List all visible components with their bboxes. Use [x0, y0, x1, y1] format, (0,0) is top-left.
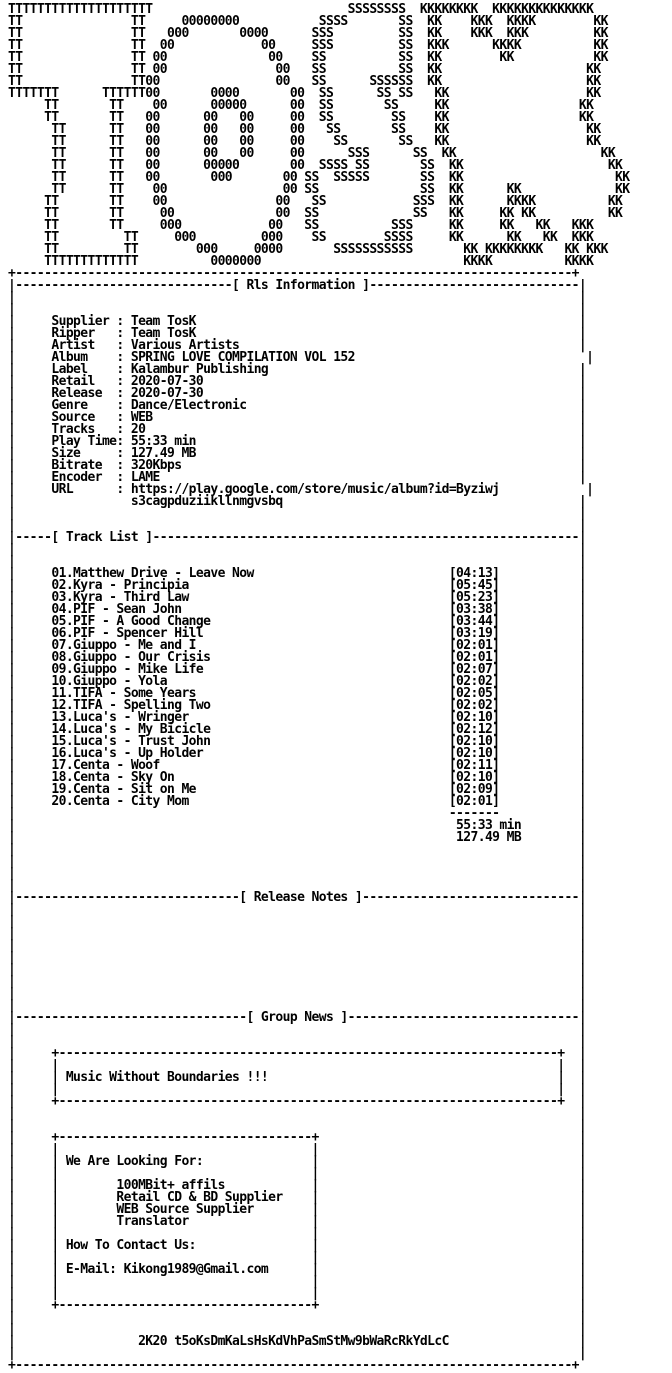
- nfo-line: | |: [8, 1106, 587, 1121]
- nfo-line: | | | |: [8, 1286, 587, 1301]
- nfo-line: TT TT 00 000 00 SS SSSSS SS KK KK: [8, 170, 630, 185]
- nfo-line: | Album : SPRING LOVE COMPILATION VOL 152 |: [8, 350, 594, 365]
- nfo-line: TT TT 00 00 SS SSS KK KKKK KK: [8, 194, 623, 209]
- nfo-line: | Play Time: 55:33 min |: [8, 434, 587, 449]
- nfo-line: | 18.Centa - Sky On [02:10] |: [8, 770, 587, 785]
- nfo-line: | |: [8, 926, 587, 941]
- nfo-line: | Label : Kalambur Publishing |: [8, 362, 587, 377]
- nfo-line: TT TT 00 00 SS SS KK KK KK: [8, 182, 630, 197]
- nfo-line: TT TT 00 00 SS SS KK KK: [8, 62, 601, 77]
- nfo-line: | 09.Giuppo - Mike Life [02:07] |: [8, 662, 587, 677]
- nfo-line: | 15.Luca's - Trust John [02:10] |: [8, 734, 587, 749]
- nfo-line: | | | |: [8, 1274, 587, 1289]
- nfo-line: | |: [8, 998, 587, 1013]
- nfo-line: | |: [8, 290, 587, 305]
- nfo-line: | | WEB Source Supplier | |: [8, 1202, 587, 1217]
- nfo-line: | | | |: [8, 1058, 587, 1073]
- nfo-line: TT TT 000 00 SS SSS KK KK KK KKK: [8, 218, 594, 233]
- nfo-line: | | Translator | |: [8, 1214, 587, 1229]
- nfo-line: +-----------------------------------------------------------------------------+: [8, 1358, 579, 1373]
- nfo-line: | 11.TIFA - Some Years [02:05] |: [8, 686, 587, 701]
- nfo-line: | 14.Luca's - My Bicicle [02:12] |: [8, 722, 587, 737]
- nfo-line: | Encoder : LAME |: [8, 470, 587, 485]
- nfo-line: | |: [8, 302, 587, 317]
- nfo-line: TT TT 000 0000 SSS SS KK KKK KKK KK: [8, 26, 608, 41]
- nfo-line: | +-----------------------------------+ |: [8, 1298, 587, 1313]
- nfo-line: | | We Are Looking For: | |: [8, 1154, 587, 1169]
- nfo-line: | 01.Matthew Drive - Leave Now [04:13] |: [8, 566, 587, 581]
- nfo-line: |-------------------------------[ Release Notes ]------------------------------|: [8, 890, 587, 905]
- nfo-line: | Tracks : 20 |: [8, 422, 587, 437]
- nfo-line: | 05.PIF - A Good Change [03:44] |: [8, 614, 587, 629]
- nfo-line: | |: [8, 974, 587, 989]
- nfo-line: | 10.Giuppo - Yola [02:02] |: [8, 674, 587, 689]
- nfo-line: | +---------------------------------------------------------------------+ |: [8, 1094, 587, 1109]
- nfo-line: |--------------------------------[ Group News ]--------------------------------|: [8, 1010, 587, 1025]
- nfo-line: TT TT 00 00 00 00 SS SS KK KK: [8, 122, 601, 137]
- nfo-line: | | 100MBit+ affils | |: [8, 1178, 587, 1193]
- nfo-line: | Release : 2020-07-30 |: [8, 386, 587, 401]
- nfo-line: | 06.PIF - Spencer Hill [03:19] |: [8, 626, 587, 641]
- nfo-line: | 16.Luca's - Up Holder [02:10] |: [8, 746, 587, 761]
- nfo-line: | |: [8, 1310, 587, 1325]
- nfo-line: | | | |: [8, 1166, 587, 1181]
- nfo-line: | ------- |: [8, 806, 587, 821]
- nfo-line: TT TT 00 00 SS SS KK KK KK: [8, 50, 608, 65]
- nfo-line: | |: [8, 842, 587, 857]
- nfo-line: | Retail : 2020-07-30 |: [8, 374, 587, 389]
- nfo-line: | 127.49 MB |: [8, 830, 587, 845]
- nfo-line: | | | |: [8, 1082, 587, 1097]
- nfo-line: TT TT 00 00 SS SS KK KK KK KK: [8, 206, 623, 221]
- nfo-line: | Ripper : Team TosK |: [8, 326, 587, 341]
- nfo-line: | +---------------------------------------------------------------------+ |: [8, 1046, 587, 1061]
- nfo-line: | s3cagpduziikllnmgvsbq |: [8, 494, 587, 509]
- nfo-line: | |: [8, 878, 587, 893]
- nfo-line: | |: [8, 950, 587, 965]
- nfo-line: | 2K20 t5oKsDmKaLsHsKdVhPaSmStMw9bWaRcRkYdLcC |: [8, 1334, 587, 1349]
- nfo-line: TT TT 00 00 00 00 SS SS KK KK: [8, 110, 594, 125]
- nfo-line: | |: [8, 962, 587, 977]
- nfo-line: | | | |: [8, 1142, 587, 1157]
- nfo-line: | |: [8, 1322, 587, 1337]
- nfo-line: | |: [8, 518, 587, 533]
- nfo-line: | | How To Contact Us: | |: [8, 1238, 587, 1253]
- nfo-line: | 55:33 min |: [8, 818, 587, 833]
- nfo-line: | 03.Kyra - Third Law [05:23] |: [8, 590, 587, 605]
- nfo-line: +-----------------------------------------------------------------------------+: [8, 266, 579, 281]
- nfo-line: TT TT 00 00000 00 SSSS SS SS KK KK: [8, 158, 623, 173]
- nfo-line: | 07.Giuppo - Me and I [02:01] |: [8, 638, 587, 653]
- nfo-line: | |: [8, 554, 587, 569]
- nfo-line: | 20.Centa - City Mom [02:01] |: [8, 794, 587, 809]
- nfo-line: | | Retail CD & BD Supplier | |: [8, 1190, 587, 1205]
- nfo-line: | +-----------------------------------+ |: [8, 1130, 587, 1145]
- nfo-line: | |: [8, 1346, 587, 1361]
- nfo-line: | Genre : Dance/Electronic |: [8, 398, 587, 413]
- nfo-line: | Artist : Various Artists |: [8, 338, 587, 353]
- nfo-line: | |: [8, 1034, 587, 1049]
- nfo-line: TT TT 00 00 00 00 SS SS KK KK: [8, 134, 601, 149]
- nfo-line: | |: [8, 1022, 587, 1037]
- nfo-line: | | Music Without Boundaries !!! | |: [8, 1070, 587, 1085]
- nfo-line: | 08.Giuppo - Our Crisis [02:01] |: [8, 650, 587, 665]
- nfo-line: | 02.Kyra - Principia [05:45] |: [8, 578, 587, 593]
- nfo-line: | 12.TIFA - Spelling Two [02:02] |: [8, 698, 587, 713]
- nfo-line: TT TT 00 00000 00 SS SS KK KK: [8, 98, 594, 113]
- nfo-line: | 19.Centa - Sit on Me [02:09] |: [8, 782, 587, 797]
- nfo-line: | Supplier : Team TosK |: [8, 314, 587, 329]
- nfo-line: | Size : 127.49 MB |: [8, 446, 587, 461]
- nfo-line: | | | |: [8, 1250, 587, 1265]
- nfo-line: TT TT 00000000 SSSS SS KK KKK KKKK KK: [8, 14, 608, 29]
- nfo-line: | | E-Mail: Kikong1989@Gmail.com | |: [8, 1262, 587, 1277]
- nfo-line: TT TT00 00 SS SSSSSS KK KK: [8, 74, 601, 89]
- nfo-line: | Bitrate : 320Kbps |: [8, 458, 587, 473]
- nfo-line: | |: [8, 914, 587, 929]
- nfo-line: TTTTTTTTTTTTT 0000000 KKKK KKKK: [8, 254, 594, 269]
- nfo-line: | |: [8, 506, 587, 521]
- nfo-line: | |: [8, 986, 587, 1001]
- nfo-line: | | | |: [8, 1226, 587, 1241]
- nfo-line: | |: [8, 866, 587, 881]
- nfo-line: | |: [8, 938, 587, 953]
- nfo-line: TTTTTTTTTTTTTTTTTTTT SSSSSSSS KKKKKKKK KKKKKKKKKKKKKK: [8, 2, 594, 17]
- nfo-line: TT TT 00 00 00 00 SSS SS KK KK: [8, 146, 616, 161]
- nfo-line: |-----[ Track List ]-----------------------------------------------------------|: [8, 530, 587, 545]
- nfo-line: |------------------------------[ Rls Information ]-----------------------------|: [8, 278, 587, 293]
- nfo-line: TT TT 00 00 SSS SS KKK KKKK KK: [8, 38, 608, 53]
- nfo-line: TTTTTTT TTTTTT00 0000 00 SS SS SS KK KK: [8, 86, 601, 101]
- nfo-line: | |: [8, 902, 587, 917]
- nfo-line: TT TT 000 000 SS SSSS KK KK KK KKK: [8, 230, 594, 245]
- nfo-line: | |: [8, 854, 587, 869]
- nfo-line: TT TT 000 0000 SSSSSSSSSSS KK KKKKKKKK KK KKK: [8, 242, 608, 257]
- nfo-line: | Source : WEB |: [8, 410, 587, 425]
- nfo-line: | URL : https://play.google.com/store/music/album?id=Byziwj |: [8, 482, 594, 497]
- nfo-line: | |: [8, 542, 587, 557]
- nfo-line: | 17.Centa - Woof [02:11] |: [8, 758, 587, 773]
- nfo-line: | 13.Luca's - Wringer [02:10] |: [8, 710, 587, 725]
- nfo-line: | |: [8, 1118, 587, 1133]
- nfo-line: | 04.PIF - Sean John [03:38] |: [8, 602, 587, 617]
